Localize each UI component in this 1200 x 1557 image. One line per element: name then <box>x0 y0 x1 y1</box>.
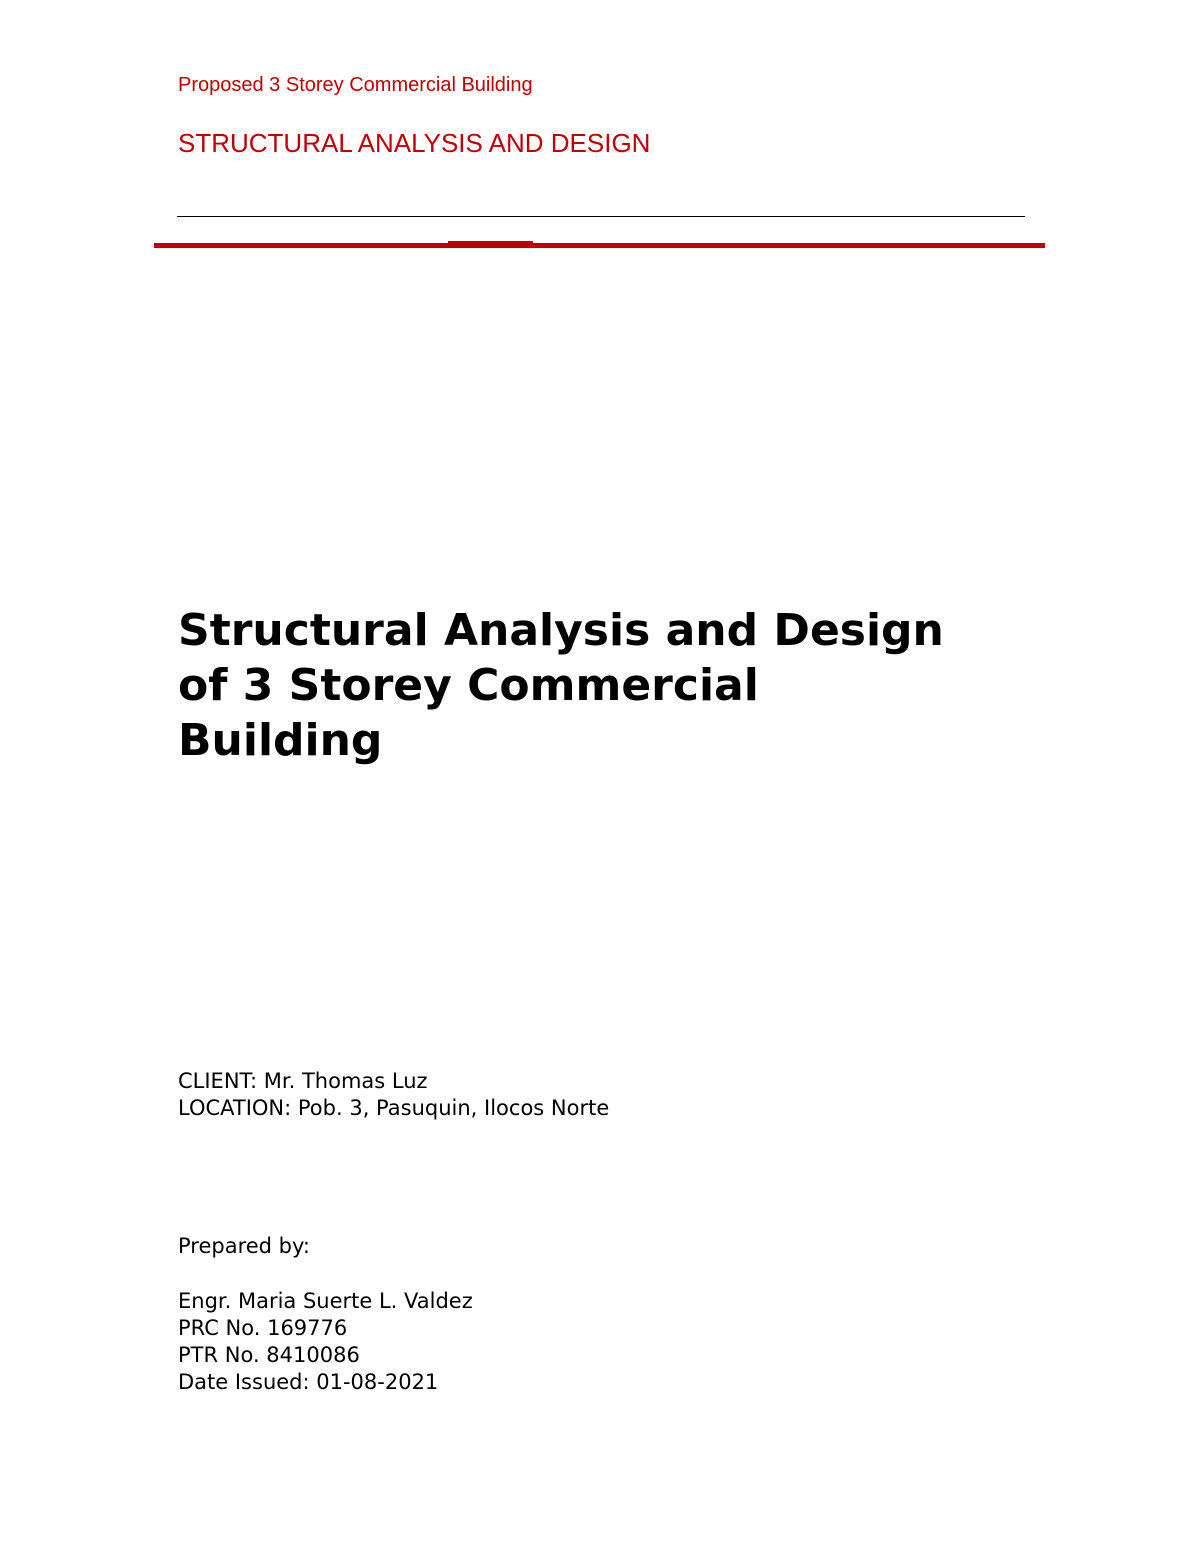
client-line: CLIENT: Mr. Thomas Luz <box>178 1069 428 1093</box>
prc-number: PRC No. 169776 <box>178 1316 348 1340</box>
header-divider-thin <box>177 216 1025 217</box>
date-issued: Date Issued: 01-08-2021 <box>178 1370 439 1394</box>
engineer-name: Engr. Maria Suerte L. Valdez <box>178 1289 473 1313</box>
document-title <box>178 603 1078 768</box>
document-title-line: Building <box>178 715 383 766</box>
engineer-info <box>178 1288 473 1396</box>
document-title-line: of 3 Storey Commercial <box>178 660 759 711</box>
header-subtitle: Proposed 3 Storey Commercial Building <box>178 74 533 96</box>
header-title: STRUCTURAL ANALYSIS AND DESIGN <box>178 128 651 158</box>
location-line: LOCATION: Pob. 3, Pasuquin, Ilocos Norte <box>178 1096 610 1120</box>
project-info <box>178 1068 609 1122</box>
ptr-number: PTR No. 8410086 <box>178 1343 360 1367</box>
header-divider-red <box>154 243 1045 248</box>
prepared-by-label: Prepared by: <box>178 1234 310 1258</box>
document-title-line: Structural Analysis and Design <box>178 605 944 656</box>
